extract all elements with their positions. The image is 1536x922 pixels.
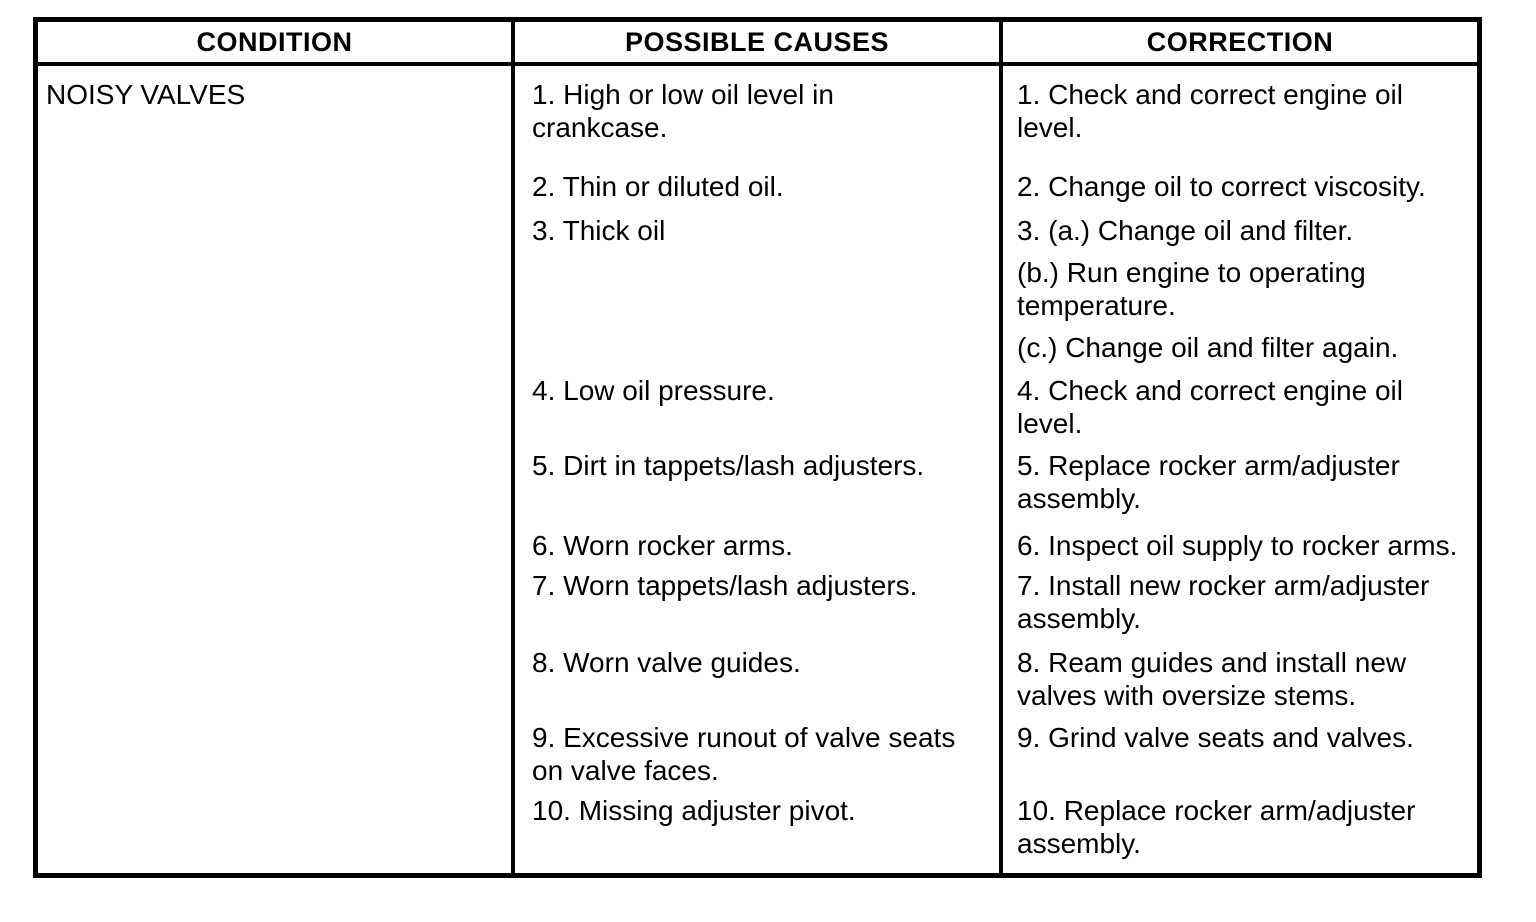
correction-text: 8. Ream guides and install new valves with oversize stems. — [1017, 647, 1407, 711]
troubleshooting-table — [33, 17, 1482, 878]
cause-cell — [511, 203, 999, 364]
correction-text: 5. Replace rocker arm/adjuster assembly. — [1017, 450, 1400, 514]
correction-cell — [999, 635, 1477, 712]
cause-cell — [511, 144, 999, 203]
cause-text: 6. Worn rocker arms. — [532, 530, 793, 561]
column-header-correction: CORRECTION — [999, 22, 1477, 66]
condition-text: NOISY VALVES — [46, 79, 246, 110]
cause-text: 8. Worn valve guides. — [532, 647, 801, 678]
cause-cell — [511, 66, 999, 144]
correction-cell — [999, 66, 1477, 144]
cause-text: 1. High or low oil level in crankcase. — [532, 79, 834, 143]
manual-page — [0, 17, 1536, 922]
cause-cell — [511, 515, 999, 562]
correction-cell — [999, 440, 1477, 515]
correction-cell — [999, 203, 1477, 364]
cause-text: 9. Excessive runout of valve seats on valve faces. — [532, 722, 956, 786]
column-header-possible-causes: POSSIBLE CAUSES — [511, 22, 999, 66]
correction-cell — [999, 562, 1477, 635]
correction-text: 10. Replace rocker arm/adjuster assembly. — [1017, 795, 1416, 859]
cause-text: 10. Missing adjuster pivot. — [532, 795, 856, 826]
correction-text: 6. Inspect oil supply to rocker arms. — [1017, 530, 1458, 561]
correction-text: 4. Check and correct engine oil level. — [1017, 375, 1403, 439]
cause-cell — [511, 635, 999, 712]
cause-cell — [511, 440, 999, 515]
column-header-condition: CONDITION — [38, 22, 511, 66]
cause-text: 2. Thin or diluted oil. — [532, 171, 784, 202]
cause-text: 5. Dirt in tappets/lash adjusters. — [532, 450, 925, 481]
cause-cell — [511, 787, 999, 873]
cause-text: 4. Low oil pressure. — [532, 375, 775, 406]
cause-cell — [511, 712, 999, 787]
correction-cell — [999, 787, 1477, 873]
correction-text: 2. Change oil to correct viscosity. — [1017, 171, 1426, 202]
cause-text: 3. Thick oil — [532, 215, 666, 246]
correction-cell — [999, 712, 1477, 787]
correction-text: 7. Install new rocker arm/adjuster assembly. — [1017, 570, 1430, 634]
correction-text: (c.) Change oil and filter again. — [1017, 332, 1399, 363]
correction-cell — [999, 144, 1477, 203]
correction-cell — [999, 515, 1477, 562]
cause-cell — [511, 364, 999, 440]
cause-text: 7. Worn tappets/lash adjusters. — [532, 570, 918, 601]
correction-text: 1. Check and correct engine oil level. — [1017, 79, 1403, 143]
correction-text: 3. (a.) Change oil and filter. — [1017, 215, 1354, 246]
cause-cell — [511, 562, 999, 635]
condition-cell — [38, 66, 511, 873]
correction-cell — [999, 364, 1477, 440]
correction-text: (b.) Run engine to operating temperature. — [1017, 257, 1366, 321]
correction-text: 9. Grind valve seats and valves. — [1017, 722, 1414, 753]
